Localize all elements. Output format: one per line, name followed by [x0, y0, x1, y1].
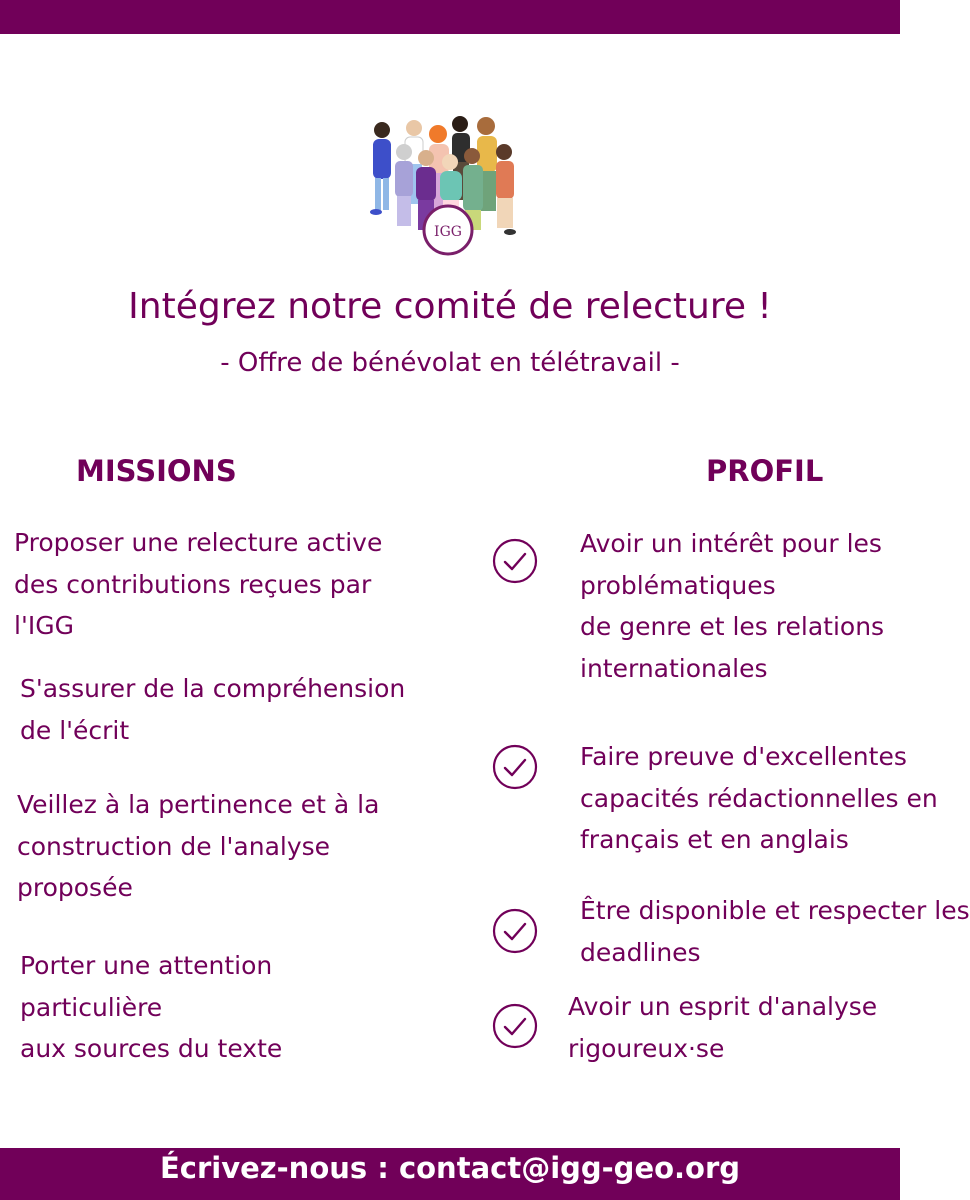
page-subtitle: - Offre de bénévolat en télétravail - — [220, 348, 680, 378]
check-circle-icon — [492, 908, 538, 954]
logo-text: IGG — [434, 224, 462, 240]
contact-footer — [0, 1148, 900, 1200]
mission-item-1: Proposer une relecture active des contributions reçues par l'IGG — [14, 528, 383, 640]
check-circle-icon — [492, 744, 538, 790]
mission-item-4: Porter une attention particulière aux sources du texte — [20, 951, 283, 1063]
check-circle-icon — [492, 538, 538, 584]
missions-heading: MISSIONS — [76, 454, 237, 488]
profil-item-2: Faire preuve d'excellentes capacités rédactionnelles en français et en anglais — [580, 742, 938, 854]
profil-item-1: Avoir un intérêt pour les problématiques de genre et les relations internationales — [580, 529, 885, 683]
mission-item-3: Veillez à la pertinence et à la construction de l'analyse proposée — [17, 790, 380, 902]
page-title: Intégrez notre comité de relecture ! — [128, 286, 772, 327]
profil-heading: PROFIL — [706, 454, 824, 488]
top-banner — [0, 0, 900, 34]
diverse-group-illustration — [358, 112, 534, 262]
check-circle-icon — [492, 1003, 538, 1049]
mission-item-2: S'assurer de la compréhension de l'écrit — [20, 674, 406, 745]
contact-email-link[interactable]: Écrivez-nous : contact@igg-geo.org — [159, 1151, 741, 1185]
profil-item-3: Être disponible et respecter les deadlines — [580, 896, 970, 967]
profil-item-4: Avoir un esprit d'analyse rigoureux·se — [568, 992, 878, 1063]
